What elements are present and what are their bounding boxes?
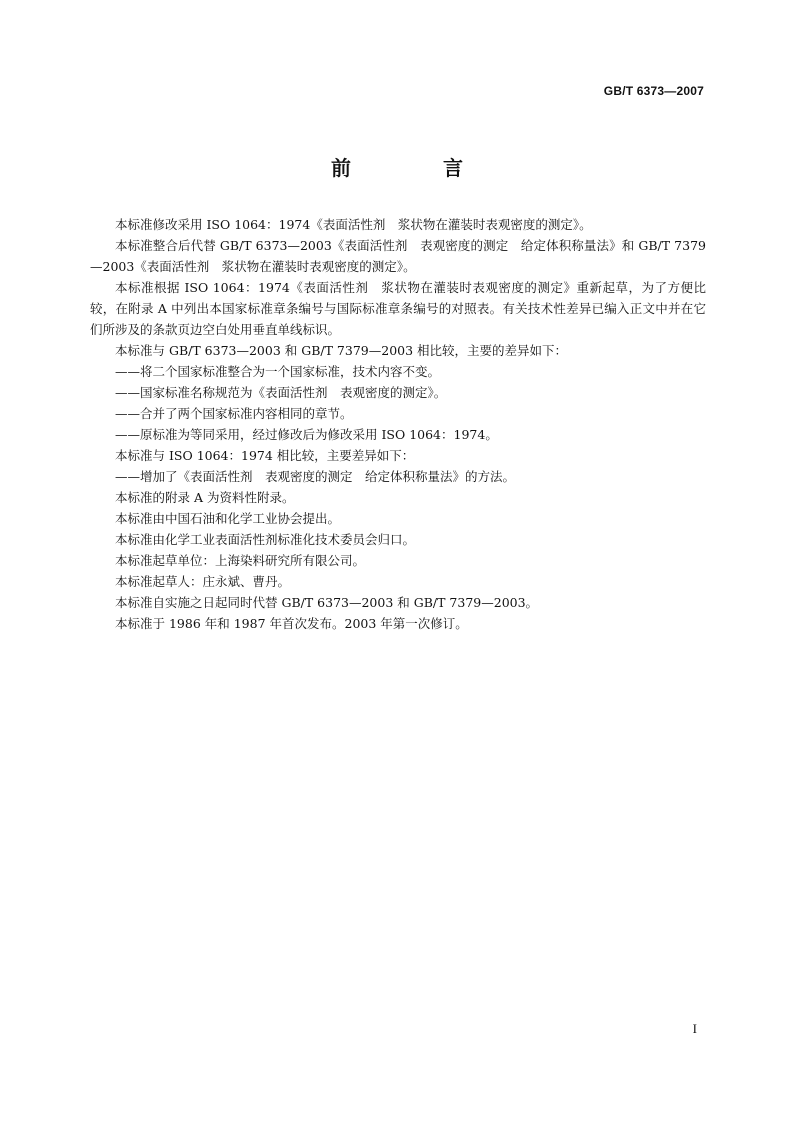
paragraph-history: 本标准于 1986 年和 1987 年首次发布。2003 年第一次修订。	[115, 616, 468, 631]
list-item: ——原标准为等同采用，经过修改后为修改采用 ISO 1064：1974。	[115, 427, 498, 442]
paragraph-proposer: 本标准由中国石油和化学工业协会提出。	[115, 511, 341, 526]
paragraph-annex: 本标准的附录 A 为资料性附录。	[115, 490, 295, 505]
list-item: ——国家标准名称规范为《表面活性剂 表观密度的测定》。	[115, 385, 447, 400]
paragraph-adoption: 本标准修改采用 ISO 1064：1974《表面活性剂 浆状物在灌装时表观密度的测定》。	[115, 217, 592, 232]
list-item: ——合并了两个国家标准内容相同的章节。	[115, 406, 353, 421]
list-item: ——增加了《表面活性剂 表观密度的测定 给定体积称量法》的方法。	[115, 469, 516, 484]
paragraph-differences-intro: 本标准与 GB/T 6373—2003 和 GB/T 7379—2003 相比较，主要的差异如下：	[115, 343, 568, 358]
paragraph-supersedes: 本标准自实施之日起同时代替 GB/T 6373—2003 和 GB/T 7379—2003。	[115, 595, 539, 610]
list-item: ——将二个国家标准整合为一个国家标准，技术内容不变。	[115, 364, 441, 379]
paragraph-drafting-basis: 本标准根据 ISO 1064：1974《表面活性剂 浆状物在灌装时表观密度的测定》重新起草，为了方便比较，在附录 A 中列出本国家标准章条编号与国际标准章条编号的对照表。有关技术性差异已编入正文中并在它们所涉及的条款页边空白处用垂直单线标识。	[90, 280, 706, 337]
page-number: I	[692, 1021, 697, 1036]
foreword-body	[90, 214, 706, 634]
paragraph-drafters: 本标准起草人：庄永斌、曹丹。	[115, 574, 291, 589]
standard-code: GB/T 6373—2007	[603, 84, 704, 98]
paragraph-iso-differences-intro: 本标准与 ISO 1064：1974 相比较，主要差异如下：	[115, 448, 415, 463]
paragraph-committee: 本标准由化学工业表面活性剂标准化技术委员会归口。	[115, 532, 416, 547]
paragraph-drafting-unit: 本标准起草单位：上海染料研究所有限公司。	[115, 553, 366, 568]
paragraph-replacement: 本标准整合后代替 GB/T 6373—2003《表面活性剂 表观密度的测定 给定体积称量法》和 GB/T 7379—2003《表面活性剂 浆状物在灌装时表观密度的测定》。	[90, 238, 706, 274]
page-title: 前 言	[331, 156, 499, 180]
